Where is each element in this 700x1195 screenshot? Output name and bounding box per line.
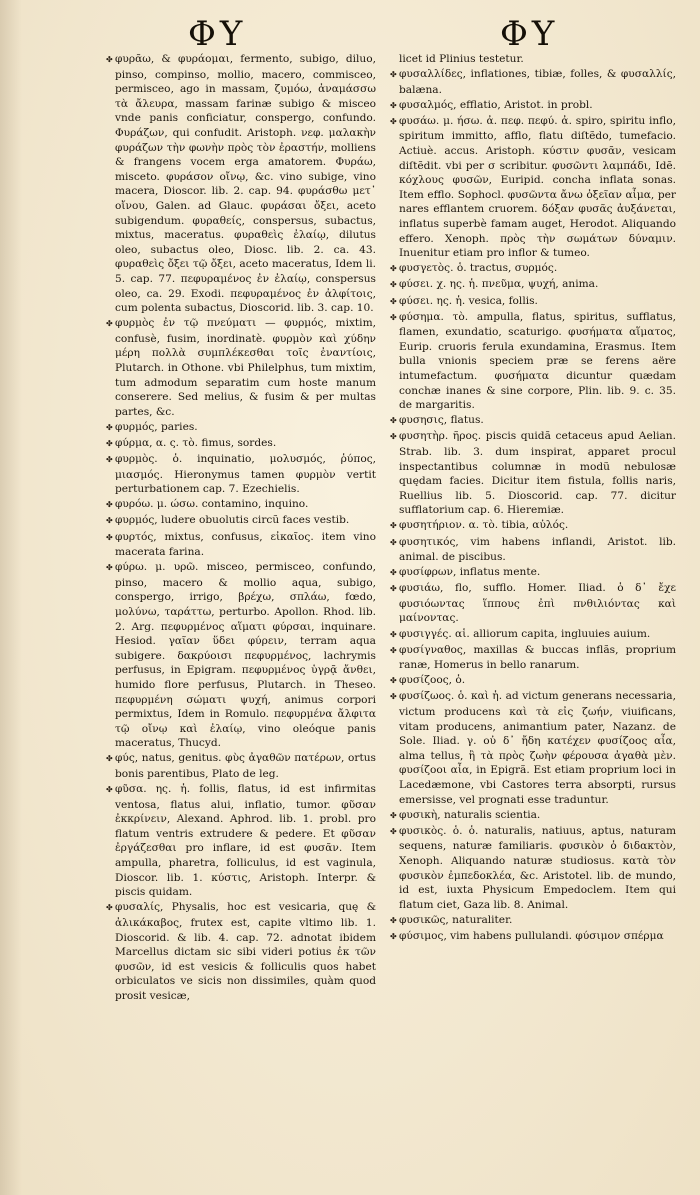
entry-marker: ✤ <box>106 903 113 913</box>
entry-text: φυσαλλίδες, inflationes, tibiæ, folles, & φυσαλλίς, balæna. <box>399 68 676 96</box>
dictionary-entry <box>390 67 676 97</box>
entry-marker: ✤ <box>106 500 113 510</box>
entry-marker: ✤ <box>390 568 397 578</box>
right-column <box>390 52 676 945</box>
entry-text: φυσικῶς, naturaliter. <box>399 913 513 926</box>
entry-text: φύρω. μ. υρῶ. misceo, permisceo, confundo, pinso, macero & mollio aqua, subigo, conspergo, irrigo, βρέχω, σπλάω, fœdo, μολύνω, ταράττω, perturbo. Apollon. Rhod. lib. 2. Arg. πεφυρμένος αἵματι φύρσαι, inquinare. Hesiod. γαῖαν ὕδει φύρειν, terram aqua subigere. δακρύοισι πεφυρμένος, lachrymis perfusus, in Epigram. πεφυρμένος ὑγρᾷ ἄνθει, humido flore perfusus, Plutarch. in Theseo. πεφυρμένη σώματι ψυχή, animus corpori permixtus, Idem in Romulo. πεφυρμένα ἄλφιτα τῷ οἴνῳ καὶ ἐλαίῳ, vino oleóque panis maceratus, Thucyd. <box>115 561 376 750</box>
entry-marker: ✤ <box>390 692 397 702</box>
dictionary-entry <box>390 518 676 534</box>
entry-marker: ✤ <box>390 432 397 442</box>
entry-text: φυσίγναθος, maxillas & buccas inflãs, proprium ranæ, Homerus in bello ranarum. <box>399 643 676 672</box>
entry-text: φυρμὸς ἐν τῷ πνεύματι — φυρμός, mixtim, confusè, fusim, inordinatè. φυρμὸν καὶ χύδην μέρη πολλὰ συμπλέκεσθαι τοῖς ἐναντίοις, Plutarch. in Othone. vbi Philelphus, tum mixtim, tum admodum separatim cum hoste manum conserere. Sed melius, & fusim & per multas partes, &c. <box>115 317 376 418</box>
entry-text: φυσάω. μ. ήσω. ἀ. πεφ. πεφύ. ἀ. spiro, spiritu inflo, spiritum immitto, afflo, flatu diſtẽdo, tumefacio. Actiuè. accus. Aristoph. κύστιν φυσᾶν, vesicam diſtẽdit. vbi per σ scribitur. φυσῶντι λαμπάδι, Idẽ. κόχλους φυσῶν, Euripid. concha inflata sonas. Item efflo. Sophocl. φυσῶντα ἄνω ὀξεῖαν αἷμα, per nares efflantem cruorem. δόξαν φυσᾶς ἀυξάνεται, inflatus superbè famam auget, Herodot. Aliquando effero. Xenoph. πρὸς τὴν σωμάτων δύναμιν. Inuenitur etiam pro inflor & tumeo. <box>399 114 676 260</box>
dictionary-entry <box>106 751 376 781</box>
entry-text: φύσιμος, vim habens pullulandi. φύσιμον σπέρμα <box>399 929 664 942</box>
dictionary-entry <box>390 643 676 673</box>
entry-text: φύσημα. τὸ. ampulla, flatus, spiritus, sufflatus, flamen, exundatio, scaturigo. φυσήματα αἵματος, Eurip. cruoris ferula exundamina, Erasmus. Item bulla vnionis speciem præ se ferens aëre intumefactum. φυσήματα dicuntur quædam conchæ inanes & sine corpore, Plin. lib. 9. c. 35. de margaritis. <box>399 310 676 412</box>
dictionary-entry <box>106 560 376 751</box>
entry-text: φυρμός, paries. <box>115 420 198 433</box>
entry-marker: ✤ <box>390 537 397 547</box>
page-gutter-shadow <box>0 0 22 1195</box>
entry-marker: ✤ <box>390 645 397 655</box>
dictionary-entry <box>106 436 376 452</box>
entry-text: φυσαλίς, Physalis, hoc est vesicaria, quę & ἀλικάκαβος, frutex est, capite vltimo lib. 1. Dioscorid. & lib. 4. cap. 72. adnotat ibidem Marcellus dictam sic sibi videri potius ἐκ τῶν φυσῶν, id est vesicis & folliculis quos habet orbiculatos ve sicis non dissimiles, quàm quod prosit vesicæ, <box>115 901 376 1002</box>
entry-text: φυσιάω, flo, sufflo. Homer. Iliad. ὁ δ᾽ ἔχε φυσιόωντας ἵππους ἐπὶ πνθιλιόντας καὶ μαίνοντας. <box>399 582 676 625</box>
entry-marker: ✤ <box>106 422 113 432</box>
entry-text: φυσησις, flatus. <box>399 414 484 427</box>
dictionary-entry <box>390 52 676 67</box>
entry-marker: ✤ <box>390 70 397 80</box>
dictionary-entry <box>390 98 676 114</box>
dictionary-entry <box>390 294 676 310</box>
left-column <box>106 52 376 1004</box>
dictionary-entry <box>106 513 376 529</box>
dictionary-entry <box>106 782 376 900</box>
dictionary-entry <box>390 277 676 293</box>
dictionary-entry <box>106 420 376 436</box>
entry-text: φυρᾶω, & φυράομαι, fermento, subigo, diluo, pinso, compinso, mollio, macero, commisceo, permisceo, ago in massam, ζυμόω, ἀναμάσσω τὰ ἄλευρα, massam farinæ subigo & misceo vnde panis conficiatur, conspergo, confundo. Φυράζων, qui confudit. Aristoph. νεφ. μαλακὴν φυράζων τὴν φωνὴν πρὸς τὸν ἐραστήν, molliens & frangens vocem erga amatorem. Φυράω, misceto. φυράσον οἴνῳ, &c. vino subige, vino macera, Dioscor. lib. 2. cap. 94. φυράσθω μετ᾽ οἴνου, Galen. ad Glauc. φυράσαι ὄξει, aceto subigendum. φυραθείς, conspersus, subactus, mixtus, maceratus. φυραθεὶς ἐλαίῳ, dilutus oleo, subactus oleo, Diosc. lib. 2. ca. 43. φυραθεὶς ὄξει τῷ ὄξει, aceto maceratus, Idem li. 5. cap. 77. πεφυραμένος ἐν ἐλαίῳ, conspersus oleo, ca. 29. Exodi. πεφυραμένος ἐν ἀλφίτοις, cum polenta subactus, Dioscorid. lib. 3. cap. 10. <box>115 53 376 315</box>
entry-marker: ✤ <box>390 521 397 531</box>
dictionary-entry <box>390 413 676 429</box>
dictionary-entry <box>106 452 376 497</box>
dictionary-entry <box>106 497 376 513</box>
dictionary-entry <box>106 52 376 316</box>
entry-text: φυσίζοος, ὁ. <box>399 674 466 687</box>
entry-text: φυσαλμός, efflatio, Aristot. in probl. <box>399 98 593 111</box>
entry-text: φύσει. ης. ἡ. vesica, follis. <box>399 294 538 307</box>
entry-marker: ✤ <box>106 516 113 526</box>
entry-marker: ✤ <box>106 532 113 542</box>
dictionary-entry <box>390 627 676 643</box>
entry-text: φυσίφρων, inflatus mente. <box>399 566 541 579</box>
entry-text: φυσητικός, vim habens inflandi, Aristot. lib. animal. de piscibus. <box>399 535 676 564</box>
entry-marker: ✤ <box>390 116 397 126</box>
entry-marker: ✤ <box>390 676 397 686</box>
dictionary-entry <box>390 535 676 565</box>
entry-marker: ✤ <box>390 312 397 322</box>
entry-marker: ✤ <box>390 826 397 836</box>
dictionary-entry <box>390 929 676 945</box>
dictionary-entry <box>390 673 676 689</box>
entry-text: φύς, natus, genitus. φὺς ἀγαθῶν πατέρων, ortus bonis parentibus, Plato de leg. <box>115 752 376 780</box>
dictionary-entry <box>390 565 676 581</box>
entry-marker: ✤ <box>106 438 113 448</box>
dictionary-entry <box>390 581 676 626</box>
entry-marker: ✤ <box>390 280 397 290</box>
entry-text: φυσίζωος. ὁ. καὶ ἡ. ad victum generans necessaria, victum producens καὶ τὰ εἰς ζωήν, viuificans, vitam producens, animantium pater, Nazanz. de Sole. Iliad. γ. οὐ δ᾽ ἤδη κατέχεν φυσίζοος αἶα, alma tellus, ἢ τὰ πρὸς ζωὴν φέρουσα ἀγαθὰ μὲν. φυσίζοοι αἶα, in Epigrã. Est etiam proprium loci in Lacedæmone, vbi Castores terra absorpti, rursus emersisse, vel prognati esse traduntur. <box>399 690 676 806</box>
dictionary-entry <box>390 824 676 913</box>
entry-text: φυσικὴ, naturalis scientia. <box>399 808 541 821</box>
dictionary-entry <box>390 261 676 277</box>
dictionary-entry <box>106 530 376 560</box>
entry-text: φυρόω. μ. ώσω. contamino, inquino. <box>115 498 309 511</box>
entry-text: φυσητὴρ. ῆρος. piscis quidã cetaceus apud Aelian. Strab. lib. 3. dum inspirat, apparet procul inspectantibus columnæ in modũ nebulosæ quędam facies. Dicitur item fistula, follis naris, Ruellius lib. 5. Dioscorid. cap. 77. dicitur sufflatorium cap. 6. Hieremiæ. <box>399 430 676 517</box>
entry-marker: ✤ <box>390 584 397 594</box>
entry-marker: ✤ <box>106 55 113 64</box>
dictionary-entry <box>390 310 676 413</box>
entry-marker: ✤ <box>390 629 397 639</box>
entry-marker: ✤ <box>106 319 113 329</box>
dictionary-entry <box>390 429 676 518</box>
entry-marker: ✤ <box>390 416 397 426</box>
entry-marker: ✤ <box>390 931 397 941</box>
entry-text: licet id Plinius testetur. <box>399 53 524 65</box>
entry-text: φυσιγγές. αἱ. alliorum capita, ingluuies auium. <box>399 627 651 640</box>
entry-text: φυσικὸς. ὁ. ὁ. naturalis, natiuus, aptus, naturam sequens, naturæ familiaris. φυσικὸν ὁ διδακτὸν, Xenoph. Aliquando naturæ studiosus. κατὰ τὸν φυσικὸν ἐμπεδοκλέα, &c. Aristotel. lib. de mundo, id est, iuxta Physicum Empedoclem. Item qui flatum ciet, Gaza lib. 8. Animal. <box>399 824 676 911</box>
entry-text: φῦσα. ης. ἡ. follis, flatus, id est infirmitas ventosa, flatus alui, inflatio, tumor. φῦσαν ἐκκρίνειν, Alexand. Aphrod. lib. 1. probl. pro flatum ventris extrudere & pedere. Et φῦσαν ἐργάζεσθαι pro inflare, id est φυσᾶν. Item ampulla, pharetra, folliculus, id est vaginula, Dioscor. lib. 1. κύστις, Aristoph. Interpr. & piscis quidam. <box>115 783 376 899</box>
entry-marker: ✤ <box>390 915 397 925</box>
dictionary-entry <box>390 913 676 929</box>
entry-text: φυσγετὸς. ὁ. tractus, συρμός. <box>399 262 558 275</box>
dictionary-entry <box>106 316 376 419</box>
dictionary-entry <box>106 900 376 1003</box>
entry-marker: ✤ <box>390 296 397 306</box>
entry-marker: ✤ <box>106 754 113 764</box>
entry-text: φύσει. χ. ης. ἡ. πνεῦμα, ψυχή, anima. <box>399 278 599 291</box>
entry-text: φυρμός, ludere obuolutis circũ faces vestib. <box>115 514 350 527</box>
entry-marker: ✤ <box>106 455 113 465</box>
running-head-right: ΦΥ <box>500 14 559 54</box>
entry-marker: ✤ <box>390 100 397 110</box>
entry-marker: ✤ <box>390 810 397 820</box>
dictionary-entry <box>390 808 676 824</box>
dictionary-entry <box>390 689 676 807</box>
running-head-left: ΦΥ <box>188 14 247 54</box>
entry-marker: ✤ <box>390 264 397 274</box>
entry-marker: ✤ <box>106 563 113 573</box>
entry-text: φυσητήριον. α. τὸ. tibia, αὐλός. <box>399 519 569 532</box>
entry-text: φύρμα, α. ς. τὸ. fimus, sordes. <box>115 436 277 449</box>
entry-text: φυρμὸς. ὁ. inquinatio, μολυσμός, ῥύπος, μιασμός. Hieronymus tamen φυρμὸν vertit perturbationem cap. 7. Ezechielis. <box>115 453 376 496</box>
dictionary-entry <box>390 114 676 261</box>
entry-marker: ✤ <box>106 785 113 795</box>
entry-text: φυρτός, mixtus, confusus, εἰκαῖος. item vino macerata farina. <box>115 530 376 559</box>
